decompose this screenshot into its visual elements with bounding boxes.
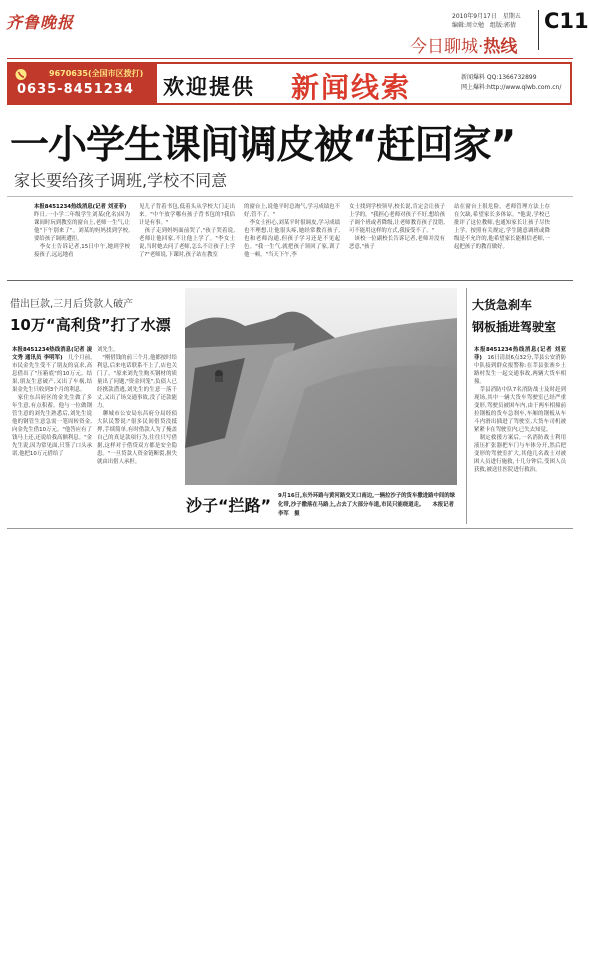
- story1-col1-text: 昨日,一小学二年级学生刘某(化名)因为课间时玩到教室的窗台上,老师一生气,让他"下午别来了"。刘某的妈妈找到学校,要给孩子调班遭拒。 李女士告诉记者,15日中午,她到学校接孩子,远远地看: [34, 212, 130, 258]
- banner-welcome: 欢迎提供: [163, 74, 255, 99]
- story2-kicker: 借出巨款,三月后贷款人破产: [10, 299, 134, 310]
- hotline-number: 0635-8451234: [17, 82, 134, 97]
- banner-news-clue: 新闻线索: [291, 71, 412, 104]
- story-divider: [7, 280, 573, 281]
- photo-caption-title: 沙子“拦路”: [186, 496, 272, 515]
- hotline-short-number: 9670635(全国市区拨打): [49, 69, 144, 78]
- story3-headline-line1: 大货急刹车: [472, 298, 533, 312]
- story1-column-4: 女士找到学校领导,校长说,肯定会让孩子上学的。"我担心老师对孩子不好,想给孩子调个班或者降级,让老师教育孩子没错,可不能用这样的方式,我接受不了。" 该校一位副校长告诉记者,老师并没有恶意,"孩子: [349, 204, 445, 250]
- story2-headline: 10万“高利贷”打了水漂: [10, 316, 171, 334]
- story3-body: [474, 346, 566, 474]
- story3-text: 16日清晨6点32分,莘县公安消防中队接到群众报警称:在莘县张寨乡土路村发生一起交通事故,两辆大货车相撞。 莘县消防中队7名消防战士及时赶到现场,其中一辆大货车驾驶室已经严重变形,驾驶员被困车内,由于两车相撞前拉钢板的货车急刹车,车厢的钢板从车斗内滑出插进了驾驶室,大货车司机被紧紧卡在驾驶室内,已失去知觉。 制定救援方案后,一名消防战士利用液压扩张器把车门与车体分开,然后把变形的驾驶室扩大,其他几名战士对被困人员进行施救,十几分钟后,受困人员获救,被送往医院进行救治。: [474, 355, 566, 473]
- road-sand-photo: [185, 288, 457, 485]
- story3-headline-line2: 钢板插进驾驶室: [472, 320, 557, 334]
- newspaper-logo: 齐鲁晚报: [6, 13, 75, 32]
- story1-column-3: 的窗台上,说他平时总淘气,学习成绩也不好,管不了。" 李女士担心,刘某平时很调皮,学习成绩也不理想,让他很头疼,她经常教育孩子,也和老师沟通,但孩子学习还是不见起色。"我一生气,就把孩子领回了家,训了他一顿。"当天下午,李: [244, 204, 340, 258]
- banner-web: 网上爆料:http://www.qlwb.com.cn/: [461, 84, 562, 91]
- page-bottom-rule: [7, 528, 573, 529]
- page-number: C11: [544, 9, 589, 33]
- story2-byline: 本报8451234热线消息(记者 凌文秀 通讯员 李明军): [12, 347, 92, 361]
- story1-column-2: 见儿子背着书包,低着头从学校大门走出来。"中午放学哪有孩子背书包的?我估计是有事。" 孩子走到妈妈面前哭了,"孩子哭着说,老师让他回家,不让他上学了。"李女士说,当时她去问了老师,怎么不让孩子上学了?"老师说,下课时,孩子站在教室: [139, 204, 235, 258]
- headline-rule: [7, 196, 573, 197]
- photo-caption: 9月16日,东外环路与黄河路交叉口南边,一辆拉沙子的货车撒进路中间的绿化带,沙子撒落在马路上,占去了大部分车道,市民只能绕道走。 本报记者 李军 摄: [278, 493, 460, 517]
- story2-column-2: 刘先生。 "刚借钱的前三个月,他都按时给利息,后来电话联系不上了,店也关门了。"原来刘先生购买钢材的质量出了问题,"资金回笼",负债人已经携款潜逃,刘先生的生意一落千丈,又出了场交通事故,没了还款能力。 聊城市公安局东昌府分局经侦大队民警说:"很多民间借贷没抵押,手续简单,有时借款人为了掩盖自己的真是款项行为,往往只写借据,这样对于借贷双方都是安全隐患。"一旦贷款人资金链断裂,损失就由出借人承担。: [97, 347, 177, 465]
- editor-credit: 编辑:周立勉 组版:郭倩: [452, 22, 517, 29]
- story2-column-1: [12, 346, 92, 458]
- main-subhead: 家长要给孩子调班,学校不同意: [14, 171, 228, 190]
- section-title: [410, 32, 517, 57]
- section-dot: ·: [478, 37, 484, 57]
- section-city: 今日聊城: [410, 37, 478, 57]
- column-divider: [466, 288, 467, 524]
- banner-contacts: [461, 73, 571, 93]
- dateline: [452, 12, 532, 30]
- section-name: 热线: [483, 37, 518, 57]
- news-hotline-banner: [7, 62, 572, 105]
- story1-column-1: [34, 203, 130, 259]
- phone-icon: [15, 68, 45, 81]
- hotline-box: [9, 64, 157, 103]
- story1-byline: 本报8451234热线消息(记者 刘亚菲): [34, 204, 127, 210]
- story2-col1-text: 几个月前,市民金先生受不了朋友的哀求,高息借出了"压箱底"的10万元。结果,朋友生意破产,又出了车祸,结果金先生只收到3个月的利息。 家住东昌府区的金先生做了多年生意,有点积蓄。他与一位做钢管生意的刘先生熟悉后,刘先生说他的钢管生意急需一笔周转资金,向金先生借10万元。"他答应有了钱马上还,还说给我高额利息。"金先生说,因为常见面,只签了口头承诺,他把10万元借给了: [12, 355, 93, 457]
- main-headline: 一小学生课间调皮被“赶回家”: [10, 123, 516, 168]
- masthead-rule: [7, 58, 573, 59]
- story3-byline: 本报8451234热线消息(记者 刘亚菲): [474, 347, 566, 361]
- masthead-divider: [538, 10, 539, 50]
- issue-date: 2010年9月17日 星期五: [452, 13, 521, 20]
- banner-qq: 新闻爆料 QQ:1366732899: [461, 74, 537, 81]
- story1-column-5: 站在窗台上很危险。老师管理方法上存在欠缺,希望家长多体谅。"他说,学校已批评了这位教师,也通知家长让孩子尽快上学。按照有关规定,学生随意调班或降级是不允许的,他希望家长能相信老师,一起把孩子的教育做好。: [454, 204, 550, 250]
